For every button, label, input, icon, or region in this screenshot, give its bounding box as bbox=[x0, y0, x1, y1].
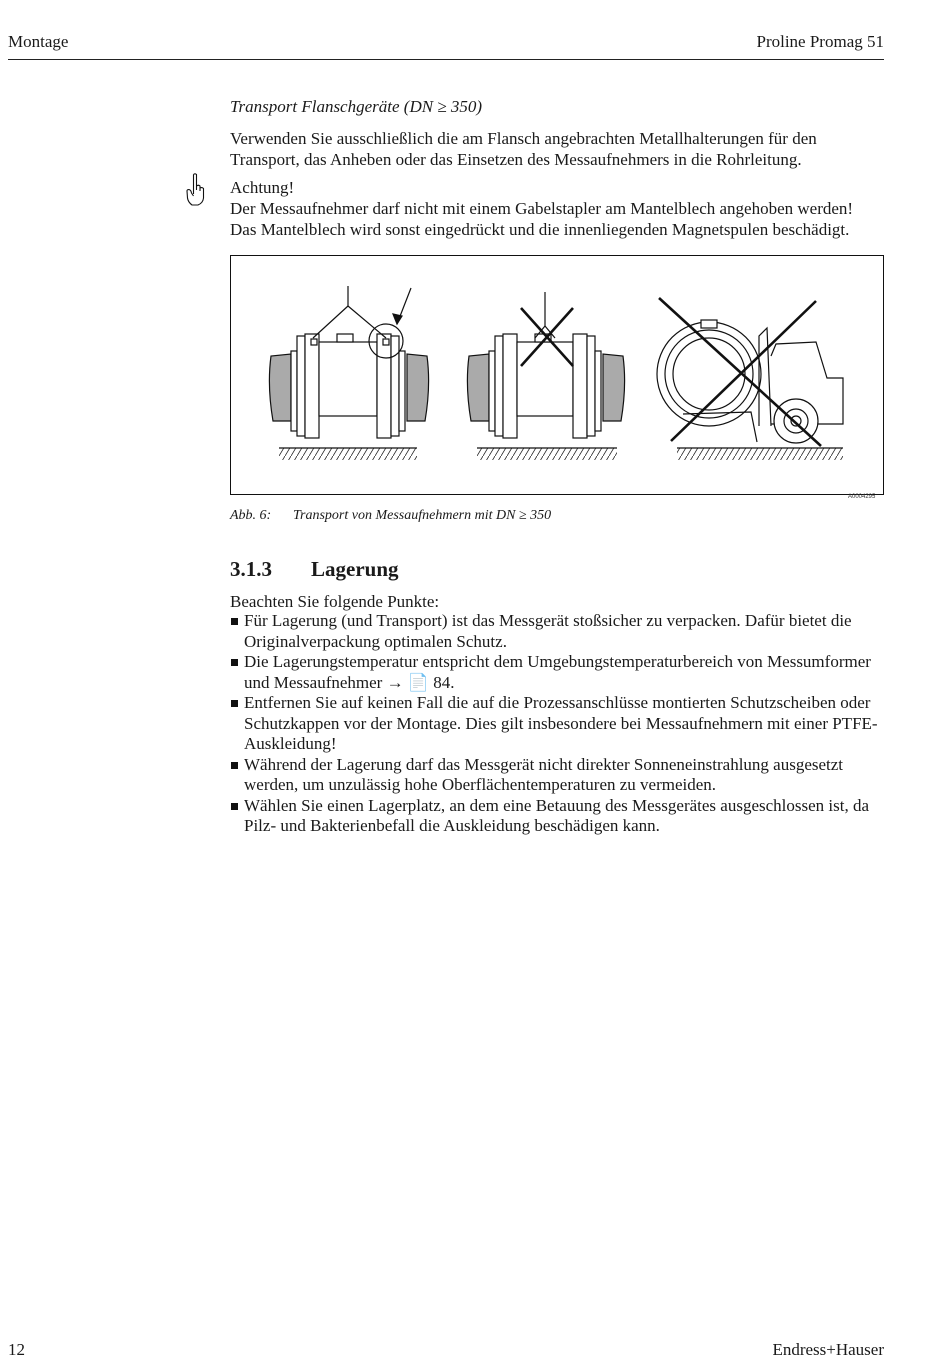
page-number: 12 bbox=[8, 1340, 25, 1359]
transport-illustration bbox=[231, 256, 883, 494]
panel-forklift-forbidden bbox=[657, 298, 843, 460]
transport-intro: Verwenden Sie ausschließlich die am Flansch angebrachten Metallhalterungen für den Transport, das Anheben oder das Einsetzen des Messaufnehmers in die Rohrleitung. bbox=[230, 129, 817, 169]
warning-line-1: Der Messaufnehmer darf nicht mit einem Gabelstapler am Mantelblech angehoben werden! bbox=[230, 199, 854, 218]
list-item: Wählen Sie einen Lagerplatz, an dem eine Betauung des Messgerätes ausgeschlossen ist, da Pilz- und Bakterienbefall die Auskleidung beschädigen kann. bbox=[230, 796, 895, 837]
header-product: Proline Promag 51 bbox=[756, 32, 884, 51]
transport-heading: Transport Flanschgeräte (DN ≥ 350) bbox=[230, 97, 483, 116]
bullet-square-icon bbox=[231, 659, 238, 666]
list-item: Während der Lagerung darf das Messgerät nicht direkter Sonneneinstrahlung ausgesetzt werden, um unzulässig hohe Oberflächentemperaturen zu vermeiden. bbox=[230, 755, 895, 796]
transport-figure bbox=[230, 255, 884, 495]
pointing-hand-icon bbox=[184, 172, 206, 208]
list-item: Für Lagerung (und Transport) ist das Messgerät stoßsicher zu verpacken. Dafür bietet die Originalverpackung optimalen Schutz. bbox=[230, 611, 895, 652]
bullet-square-icon bbox=[231, 618, 238, 625]
warning-block bbox=[230, 177, 890, 240]
bullet-square-icon bbox=[231, 803, 238, 810]
warning-line-2: Das Mantelblech wird sonst eingedrückt und die innenliegenden Magnetspulen beschädigt. bbox=[230, 220, 850, 239]
figure-caption: Transport von Messaufnehmern mit DN ≥ 350 bbox=[293, 508, 552, 523]
footer-brand: Endress+Hauser bbox=[772, 1340, 884, 1359]
panel-correct-lifting bbox=[269, 286, 428, 460]
figure-id: A0004295 bbox=[848, 494, 876, 500]
bullet-list bbox=[230, 611, 895, 837]
header-divider bbox=[8, 59, 884, 60]
bullet-square-icon bbox=[231, 762, 238, 769]
panel-wrong-lifting bbox=[467, 292, 624, 460]
warning-label: Achtung! bbox=[230, 178, 295, 197]
list-item: Die Lagerungstemperatur entspricht dem Umgebungstemperaturbereich von Messumformer und Messaufnehmer → 📄 84. bbox=[230, 652, 895, 693]
figure-caption-number: Abb. 6: bbox=[230, 508, 272, 523]
header-chapter: Montage bbox=[8, 32, 69, 51]
section-number: 3.1.3 bbox=[230, 557, 272, 581]
section-lead: Beachten Sie folgende Punkte: bbox=[230, 592, 440, 611]
section-title: Lagerung bbox=[311, 557, 399, 581]
bullet-square-icon bbox=[231, 700, 238, 707]
list-item: Entfernen Sie auf keinen Fall die auf die Prozessanschlüsse montierten Schutzscheiben oder Schutzkappen vor der Montage. Dies gilt insbesondere bei Messaufnehmern mit einer PTFE-Auskleidung! bbox=[230, 693, 895, 755]
